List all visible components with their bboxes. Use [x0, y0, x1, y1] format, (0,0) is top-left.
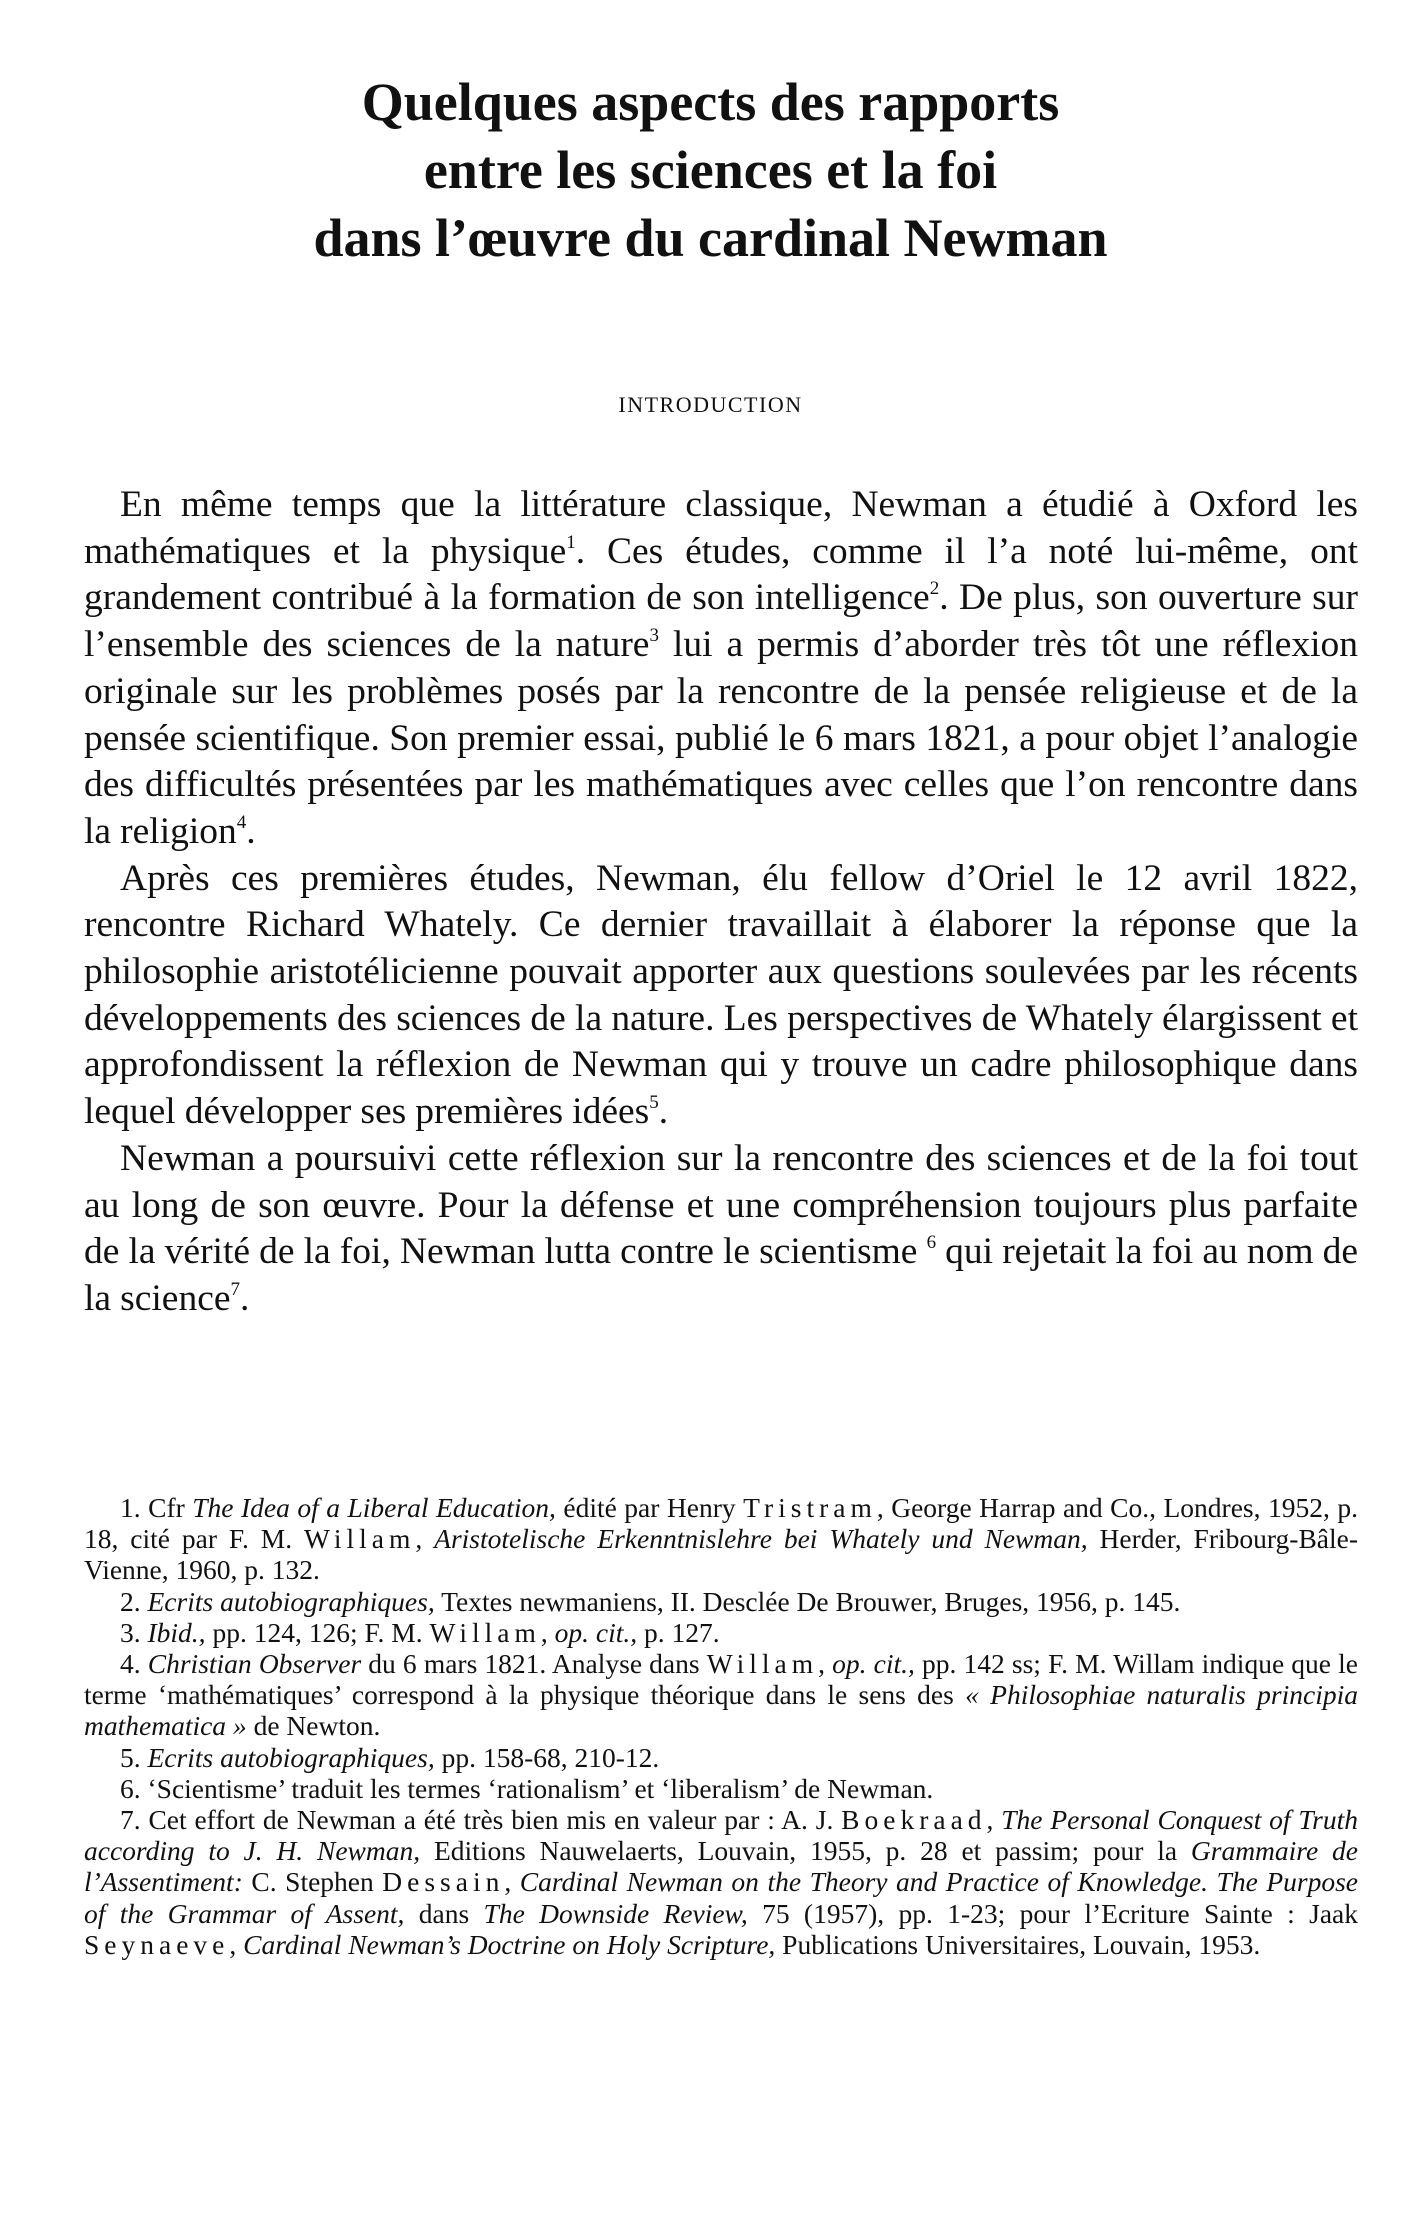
text-run: Après ces premières études, Newman, élu fellow d’Oriel le 12 avril 1822, rencontre Richard Whately. Ce dernier travaillait à élaborer la réponse que la philosophie aristotélicienne pouvait apporter aux questions soulevées par les récents développements des sciences de la nature. Les perspectives de Whately élargissent et approfondissent la réflexion de Newman qui y trouve un cadre philosophique dans lequel développer ses premières idées	[84, 857, 1358, 1133]
text-run: ,	[229, 1928, 244, 1960]
text-run: Editions Nauwelaerts, Louvain, 1955, p. 28 et passim; pour la	[420, 1835, 1191, 1867]
italic-text: op. cit.,	[832, 1648, 915, 1680]
text-run: édité par Henry	[555, 1492, 744, 1523]
text-run: dans	[404, 1897, 484, 1929]
footnote	[84, 1804, 1358, 1960]
spaced-author-name: Seynaeve	[84, 1928, 230, 1960]
italic-text: Grammaire de l’Assentiment:	[84, 1835, 1358, 1898]
italic-text: Christian Observer	[147, 1648, 362, 1680]
footnote	[84, 1648, 1358, 1742]
text-run: 5.	[120, 1741, 148, 1773]
italic-text: The Downside Review,	[483, 1897, 748, 1929]
footnote-marker: 1	[566, 531, 576, 553]
text-run: Publications Universitaires, Louvain, 1953.	[775, 1928, 1261, 1960]
text-run: du 6 mars 1821. Analyse dans	[361, 1648, 707, 1680]
spaced-author-name: Willam	[706, 1648, 819, 1680]
text-run: C. Stephen	[242, 1866, 383, 1898]
section-heading: INTRODUCTION	[618, 392, 803, 417]
text-run: .	[239, 1277, 250, 1319]
body-paragraph	[84, 1136, 1358, 1323]
text-run: 75 (1957), pp. 1-23; pour l’Ecriture Sainte : Jaak	[747, 1897, 1358, 1929]
text-run: pp. 142 ss; F. M. Willam indique que le terme ‘mathématiques’ correspond à la physique théorique dans le sens des	[84, 1648, 1358, 1711]
spaced-author-name: Willam	[429, 1616, 541, 1648]
text-run: .	[246, 810, 256, 852]
footnote-marker: 3	[649, 625, 659, 647]
body-paragraph	[84, 482, 1358, 856]
text-run: ,	[818, 1648, 833, 1680]
text-run: de Newton.	[246, 1710, 381, 1742]
text-run: p. 127.	[637, 1616, 720, 1648]
italic-text: Ecrits autobiographiques,	[147, 1741, 435, 1773]
text-run: .	[658, 1091, 669, 1133]
footnote-marker: 6	[926, 1232, 937, 1254]
title-line: dans l’œuvre du cardinal Newman	[313, 208, 1108, 268]
footnote	[84, 1742, 1358, 1773]
body-text	[84, 482, 1358, 1323]
italic-text: Aristotelische Erkenntnislehre bei Whately und Newman,	[434, 1523, 1088, 1555]
footnote-marker: 2	[929, 578, 940, 600]
text-run: 7. Cet effort de Newman a été très bien mis en valeur par : A. J.	[120, 1804, 842, 1836]
footnote-marker: 4	[236, 811, 247, 833]
italic-text: The Idea of a Liberal Education,	[192, 1492, 556, 1523]
italic-text: « Philosophiae naturalis principia mathematica »	[84, 1679, 1358, 1742]
body-paragraph	[84, 856, 1358, 1136]
title-line: entre les sciences et la foi	[423, 140, 998, 200]
text-run: ,	[540, 1616, 555, 1648]
text-run: ,	[504, 1866, 520, 1898]
text-run: Herder, Fribourg-Bâle-Vienne, 1960, p. 132.	[84, 1523, 1358, 1586]
text-run: , George Harrap and Co., Londres, 1952, p. 18, cité par F. M.	[84, 1492, 1358, 1555]
italic-text: The Personal Conquest of Truth according to J. H. Newman,	[84, 1804, 1359, 1867]
article-title	[0, 68, 1421, 272]
text-run: . Ces études, comme il l’a noté lui-même, ont grandement contribué à la formation de son intelligence	[84, 530, 1358, 619]
text-run: 6. ‘Scientisme’ traduit les termes ‘rationalism’ et ‘liberalism’ de Newman.	[120, 1772, 934, 1804]
text-run: 1. Cfr	[120, 1492, 193, 1523]
italic-text: Ibid.,	[147, 1616, 206, 1648]
spaced-author-name: Boekraad	[841, 1804, 987, 1836]
footnote	[84, 1617, 1358, 1648]
text-run: pp. 158-68, 210-12.	[434, 1741, 660, 1773]
italic-text: op. cit.,	[554, 1616, 638, 1648]
text-run: ,	[986, 1804, 1002, 1836]
italic-text: Cardinal Newman’s Doctrine on Holy Scripture,	[243, 1928, 776, 1960]
text-run: Newman a poursuivi cette réflexion sur la rencontre des sciences et de la foi tout au long de son œuvre. Pour la défense et une compréhension toujours plus parfaite de la vérité de la foi, Newman lutta contre le scientisme	[84, 1137, 1358, 1273]
italic-text: Cardinal Newman on the Theory and Practice of Knowledge. The Purpose of the Grammar of Assent,	[84, 1866, 1358, 1929]
footnote-marker: 7	[230, 1278, 240, 1300]
footnote	[84, 1586, 1358, 1617]
footnotes	[84, 1492, 1358, 1960]
text-run: qui rejetait la foi au nom de la science	[84, 1231, 1358, 1319]
spaced-author-name: Tristram	[743, 1492, 877, 1523]
text-run: 2.	[120, 1585, 148, 1617]
title-line: Quelques aspects des rapports	[361, 72, 1060, 132]
text-run: Textes newmaniens, II. Desclée De Brouwer, Bruges, 1956, p. 145.	[434, 1585, 1181, 1617]
text-run: . De plus, son ouverture sur l’ensemble des sciences de la nature	[84, 577, 1358, 666]
footnote	[84, 1773, 1358, 1804]
spaced-author-name: Willam	[304, 1523, 416, 1555]
text-run: 4.	[120, 1648, 148, 1680]
spaced-author-name: Dessain	[382, 1866, 505, 1898]
text-run: pp. 124, 126; F. M.	[205, 1616, 430, 1648]
footnote-marker: 5	[649, 1092, 659, 1114]
text-run: 3.	[120, 1616, 148, 1648]
text-run: lui a permis d’aborder très tôt une réflexion originale sur les problèmes posés par la rencontre de la pensée religieuse et de la pensée scientifique. Son premier essai, publié le 6 mars 1821, a pour objet l’analogie des difficultés présentées par les mathématiques avec celles que l’on rencontre dans la religion	[84, 624, 1359, 852]
text-run: En même temps que la littérature classique, Newman a étudié à Oxford les mathématiques et la physique	[84, 484, 1358, 572]
italic-text: Ecrits autobiographiques,	[147, 1585, 435, 1617]
footnote	[84, 1492, 1358, 1586]
text-run: ,	[415, 1523, 435, 1555]
